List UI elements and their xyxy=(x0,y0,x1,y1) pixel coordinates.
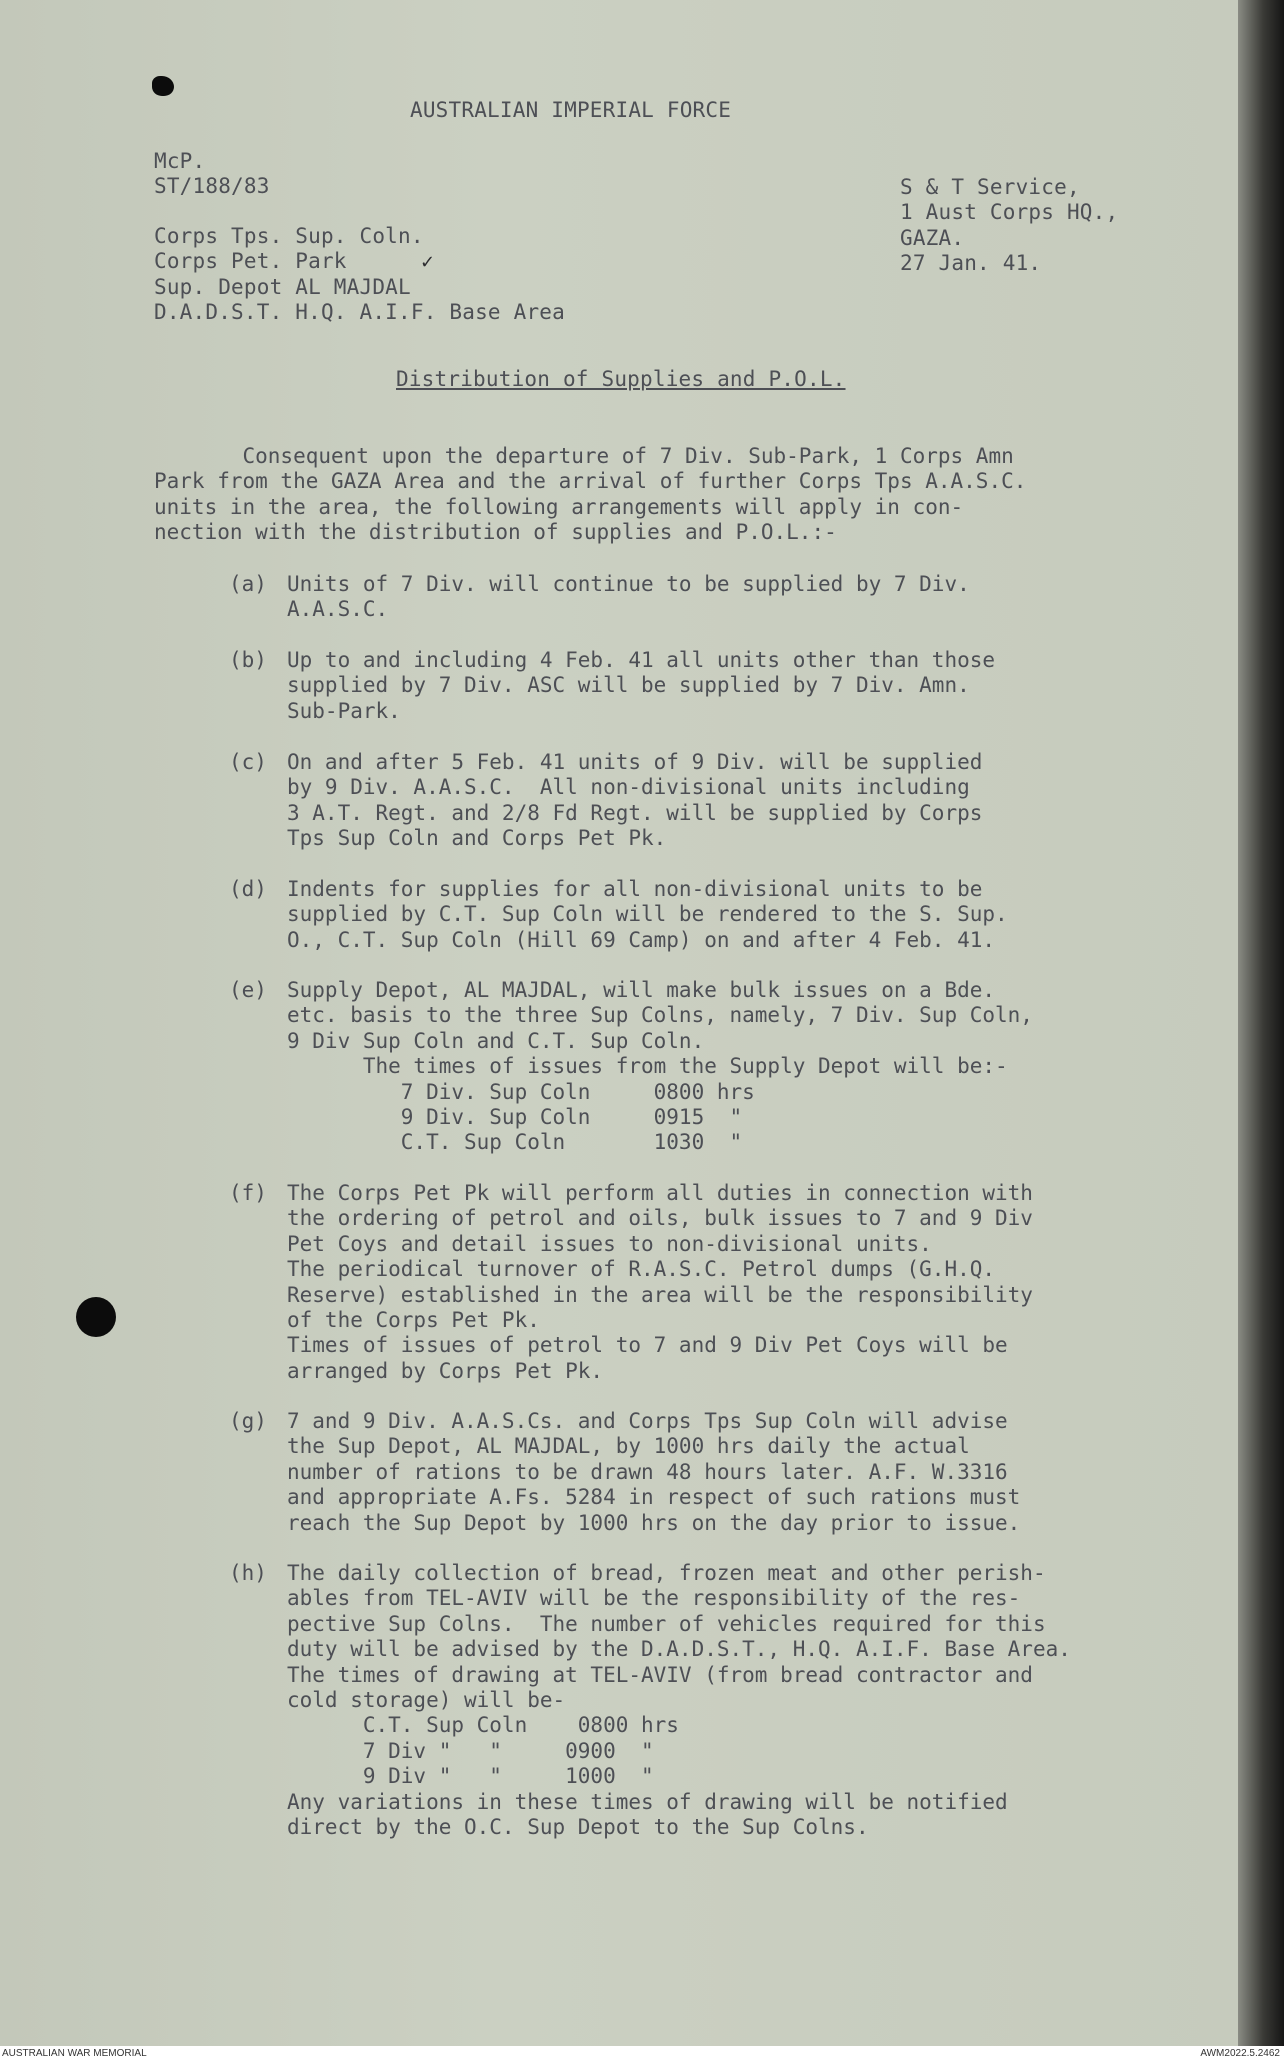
item-line: 7 Div " " 0900 " xyxy=(287,1738,654,1763)
sender-line: GAZA. xyxy=(900,225,965,250)
recipient-line: Sup. Depot AL MAJDAL xyxy=(154,274,411,299)
recipient-line: Corps Tps. Sup. Coln. xyxy=(154,224,424,248)
item-label: (b) xyxy=(229,648,267,672)
item-line: Any variations in these times of drawing will be notified xyxy=(287,1789,1008,1814)
item-line: The times of drawing at TEL-AVIV (from bread contractor and xyxy=(287,1662,1033,1687)
intro-line: Park from the GAZA Area and the arrival of further Corps Tps A.A.S.C. xyxy=(154,469,1027,494)
item-line: cold storage) will be- xyxy=(287,1688,566,1712)
punch-hole-top xyxy=(152,76,174,96)
item-line: supplied by C.T. Sup Coln will be rendered to the S. Sup. xyxy=(287,902,1008,927)
item-label: (c) xyxy=(229,750,267,774)
item-line: and appropriate A.Fs. 5284 in respect of such rations must xyxy=(287,1485,1021,1510)
recipient-line: D.A.D.S.T. H.Q. A.I.F. Base Area xyxy=(154,300,565,325)
item-label: (a) xyxy=(229,572,267,596)
item-line: duty will be advised by the D.A.D.S.T., H.Q. A.I.F. Base Area. xyxy=(287,1637,1071,1662)
item-line: The Corps Pet Pk will perform all duties in connection with xyxy=(287,1181,1033,1205)
item-label: (h) xyxy=(229,1561,267,1585)
item-line: Tps Sup Coln and Corps Pet Pk. xyxy=(287,826,667,851)
recipient-line: Corps Pet. Park xyxy=(154,249,347,274)
intro-line: units in the area, the following arrangements will apply in con- xyxy=(154,494,964,519)
item-line: The periodical turnover of R.A.S.C. Petrol dumps (G.H.Q. xyxy=(287,1257,996,1282)
item-label: (g) xyxy=(229,1409,267,1433)
sender-line: 1 Aust Corps HQ., xyxy=(900,200,1119,225)
item-line: 7 and 9 Div. A.A.S.Cs. and Corps Tps Sup Coln will advise xyxy=(287,1409,1008,1433)
page-edge-shadow xyxy=(1238,0,1284,2046)
item-line: 9 Div " " 1000 " xyxy=(287,1764,654,1789)
item-line: of the Corps Pet Pk. xyxy=(287,1308,540,1332)
item-line: Units of 7 Div. will continue to be supplied by 7 Div. xyxy=(287,572,970,596)
item-line: by 9 Div. A.A.S.C. All non-divisional units including xyxy=(287,775,970,800)
item-line: A.A.S.C. xyxy=(287,597,389,622)
item-line: C.T. Sup Coln 0800 hrs xyxy=(287,1713,679,1738)
item-line: 9 Div Sup Coln and C.T. Sup Coln. xyxy=(287,1028,705,1053)
sender-line: 27 Jan. 41. xyxy=(900,251,1042,276)
item-line: Indents for supplies for all non-divisional units to be xyxy=(287,877,983,901)
item-line: Sub-Park. xyxy=(287,698,401,723)
item-line: ables from TEL-AVIV will be the responsibility of the res- xyxy=(287,1586,1021,1611)
item-line: Reserve) established in the area will be the responsibility xyxy=(287,1282,1033,1307)
org-heading: AUSTRALIAN IMPERIAL FORCE xyxy=(410,98,732,122)
footer-institution: AUSTRALIAN WAR MEMORIAL xyxy=(2,2048,147,2059)
item-line: the ordering of petrol and oils, bulk issues to 7 and 9 Div xyxy=(287,1206,1033,1231)
archive-footer xyxy=(0,2046,1284,2061)
item-line: 3 A.T. Regt. and 2/8 Fd Regt. will be supplied by Corps xyxy=(287,800,983,825)
item-line: Pet Coys and detail issues to non-divisional units. xyxy=(287,1231,932,1256)
item-line: The times of issues from the Supply Depot will be:- xyxy=(287,1054,1008,1079)
check-mark-icon: ✓ xyxy=(420,252,436,273)
item-label: (e) xyxy=(229,978,267,1002)
item-line: Times of issues of petrol to 7 and 9 Div Pet Coys will be xyxy=(287,1333,1008,1358)
item-label: (f) xyxy=(229,1181,267,1205)
sender-line: S & T Service, xyxy=(900,175,1080,199)
item-line: 9 Div. Sup Coln 0915 " xyxy=(287,1105,743,1129)
item-line: pective Sup Colns. The number of vehicles required for this xyxy=(287,1611,1046,1636)
ref-initials: McP. xyxy=(154,149,206,173)
ref-number: ST/188/83 xyxy=(154,174,270,198)
item-line: supplied by 7 Div. ASC will be supplied by 7 Div. Amn. xyxy=(287,673,970,698)
item-line: arranged by Corps Pet Pk. xyxy=(287,1358,604,1383)
punch-hole-middle xyxy=(76,1297,116,1337)
item-line: The daily collection of bread, frozen meat and other perish- xyxy=(287,1561,1046,1585)
item-line: etc. basis to the three Sup Colns, namely, 7 Div. Sup Coln, xyxy=(287,1003,1033,1028)
item-label: (d) xyxy=(229,877,267,901)
item-line: C.T. Sup Coln 1030 " xyxy=(287,1130,743,1155)
item-line: direct by the O.C. Sup Depot to the Sup Colns. xyxy=(287,1815,869,1839)
item-line: reach the Sup Depot by 1000 hrs on the day prior to issue. xyxy=(287,1510,1021,1535)
footer-accession-number: AWM2022.5.2462 xyxy=(1200,2048,1280,2059)
item-line: On and after 5 Feb. 41 units of 9 Div. will be supplied xyxy=(287,750,983,774)
item-line: the Sup Depot, AL MAJDAL, by 1000 hrs daily the actual xyxy=(287,1434,970,1459)
intro-line: nection with the distribution of supplies and P.O.L.:- xyxy=(154,520,837,545)
item-line: O., C.T. Sup Coln (Hill 69 Camp) on and after 4 Feb. 41. xyxy=(287,927,996,952)
item-line: Up to and including 4 Feb. 41 all units other than those xyxy=(287,648,996,672)
intro-line: Consequent upon the departure of 7 Div. Sub-Park, 1 Corps Amn xyxy=(154,444,1014,468)
item-line: 7 Div. Sup Coln 0800 hrs xyxy=(287,1079,755,1104)
item-line: number of rations to be drawn 48 hours later. A.F. W.3316 xyxy=(287,1459,1008,1484)
item-line: Supply Depot, AL MAJDAL, will make bulk issues on a Bde. xyxy=(287,978,996,1002)
subject-title: Distribution of Supplies and P.O.L. xyxy=(396,367,846,391)
